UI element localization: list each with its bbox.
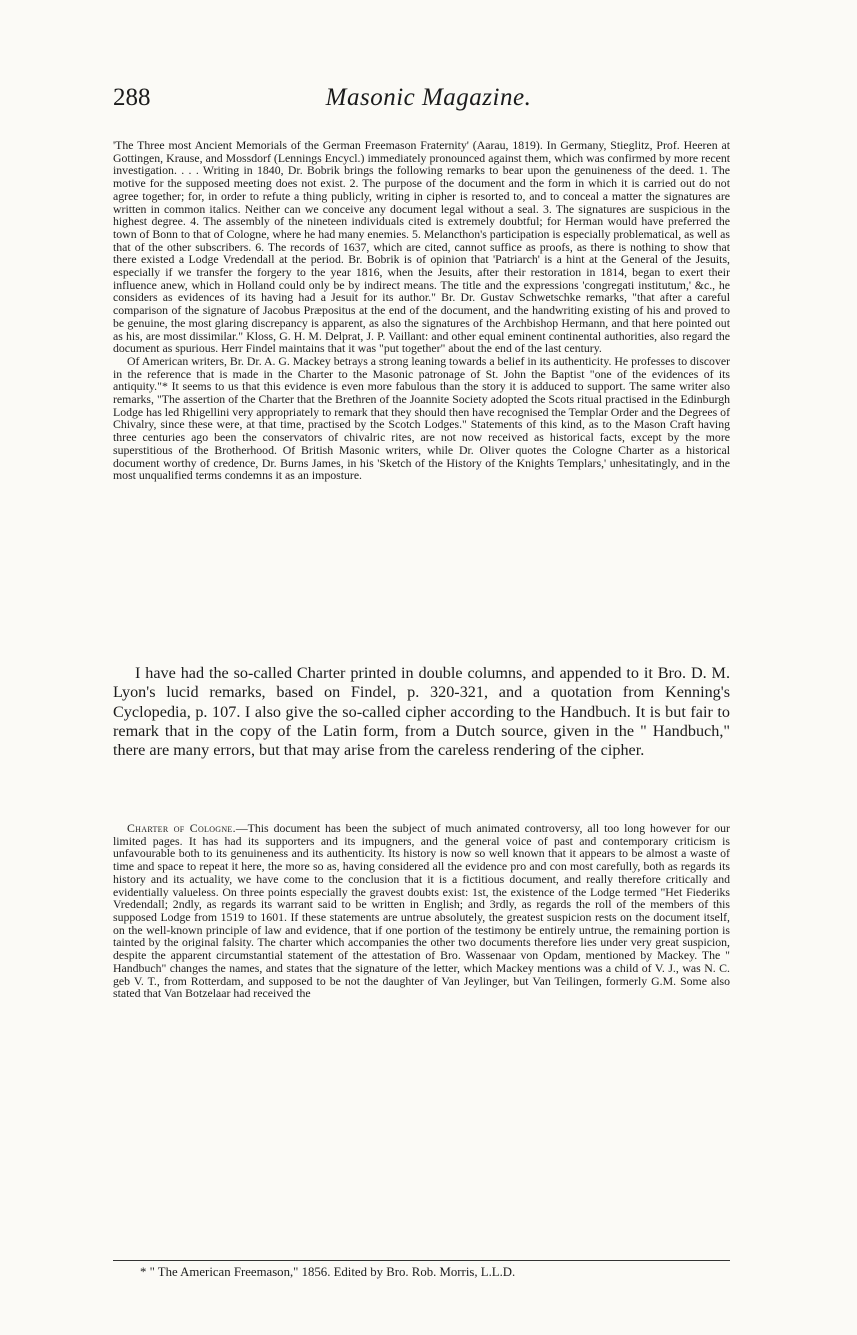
page-header xyxy=(0,84,857,124)
note-text: —This document has been the subject of much animated controversy, all too long however for our limited pages. It has had its supporters and its impugners, and the general voice of past and contemporary criticism is unfavourable both to its genuineness and its authenticity. Its history is now so well known that it appears to be almost a waste of time and space to repeat it here, the more so as, having considered all the evidence pro and con most carefully, both as regards its history and its actuality, we have come to the conclusion that it is a fictitious document, and really therefore critically and evidentially valueless. On three points especially the gravest doubts exist: 1st, the existence of the Lodge termed "Het Fiederiks Vredendall; 2ndly, as regards its warrant said to be written in English; and 3rdly, as regards the roll of the members of this supposed Lodge from 1519 to 1601. If these statements are untrue absolutely, the greatest suspicion rests on the document itself, on the well-known principle of law and evidence, that if one portion of the testimony be entirely untrue, the remaining portion is tainted by the original falsity. The charter which accompanies the other two documents therefore lies under very great suspicion, despite the apparent circumstantial statement of the attestation of Bro. Wassenaar von Opdam, mentioned by Mackey. The " Handbuch" changes the names, and states that the signature of the letter, which Mackey mentions was a child of V. J., was N. C. geb V. T., from Rotterdam, and supposed to be not the daughter of Van Jeylinger, but Van Teilingen, formerly G.M. Some also stated that Van Botzelaar had received the xyxy=(113,821,730,1001)
main-paragraph: I have had the so-called Charter printed in double columns, and appended to it Bro. D. M. Lyon's lucid remarks, based on Findel, p. 320-321, and a quotation from Kenning's Cyclopedia, p. 107. I also give the so-called cipher according to the Handbuch. It is but fair to remark that in the copy of the Latin form, from a Dutch source, given in the " Handbuch," there are many errors, but that may arise from the careless rendering of the cipher. xyxy=(113,664,730,760)
footnote: * " The American Freemason," 1856. Edited by Bro. Rob. Morris, L.L.D. xyxy=(140,1265,516,1279)
running-title: Masonic Magazine. xyxy=(325,84,532,111)
page-number: 288 xyxy=(113,84,151,111)
quote-paragraph-2: Of American writers, Br. Dr. A. G. Mackey betrays a strong leaning towards a belief in its authenticity. He professes to discover in the reference that is made in the Charter to the Masonic patronage of St. John the Baptist "one of the evidences of its antiquity."* It seems to us that this evidence is even more fabulous than the story it is adduced to support. The same writer also remarks, "The assertion of the Charter that the Brethren of the Joannite Society adopted the Scots ritual practised in the Edinburgh Lodge has led Rhigellini very appropriately to remark that they should then have recognised the Templar Order and the Degrees of Chivalry, since these were, at that time, practised by the Scotch Lodges." Statements of this kind, as to the Mason Craft having three centuries ago been the conservators of chivalric rites, are not now received as historical facts, except by the more superstitious of the Brotherhood. Of British Masonic writers, while Dr. Oliver quotes the Cologne Charter as a historical document worthy of credence, Dr. Burns James, in his 'Sketch of the History of the Knights Templars,' unhesitatingly, and in the most unqualified terms condemns it as an imposture. xyxy=(113,353,731,483)
note-heading: Charter of Cologne. xyxy=(127,821,236,835)
footnote-rule xyxy=(113,1260,730,1261)
quote-paragraph-1: 'The Three most Ancient Memorials of the German Freemason Fraternity' (Aarau, 1819). In Germany, Stieglitz, Prof. Heeren at Gottingen, Krause, and Mossdorf (Lennings Encycl.) immediately pronounced against them, which was confirmed by more recent investigation. . . . Writing in 1840, Dr. Bobrik brings the following remarks to bear upon the genuineness of the deed. 1. The motive for the supposed meeting does not exist. 2. The purpose of the document and the form in which it is carried out do not agree together; for, in order to refute a thing publicly, writing in cipher is resorted to, and to conceal a matter the signatures are written in common italics. Neither can we conceive any document legal without a seal. 3. The signatures are suspicious in the highest degree. 4. The assembly of the nineteen individuals cited is extremely doubtful; for Herman would have preferred the town of Bonn to that of Cologne, where he had many enemies. 5. Melancthon's participation is especially problematical, as well as that of the other subscribers. 6. The records of 1637, which are cited, cannot suffice as proofs, as there is nothing to show that there existed a Lodge Vredendall at the period. Br. Bobrik is of opinion that 'Patriarch' is a hint at the General of the Jesuits, especially if we transfer the forgery to the year 1816, when the Jesuits, after their restoration in 1814, began to exert their influence anew, which in Holland could only be by indirect means. The title and the expressions 'congregati institutum,' &c., he considers as evidences of its having had a Jesuit for its author." Br. Dr. Gustav Schwetschke remarks, "that after a careful comparison of the signature of Jacobus Præpositus at the end of the document, and the handwriting existing of his and proved to be genuine, the most glaring discrepancy is apparent, as also the signatures of the Archbishop Hermann, and that here pointed out as his, are most dissimilar." Kloss, G. H. M. Delprat, J. P. Vaillant: and other equal eminent continental authorities, also regard the document as spurious. Herr Findel maintains that it was "put together" about the end of the last century. xyxy=(113,138,730,356)
quoted-extract xyxy=(113,139,730,482)
charter-note xyxy=(113,822,730,1000)
